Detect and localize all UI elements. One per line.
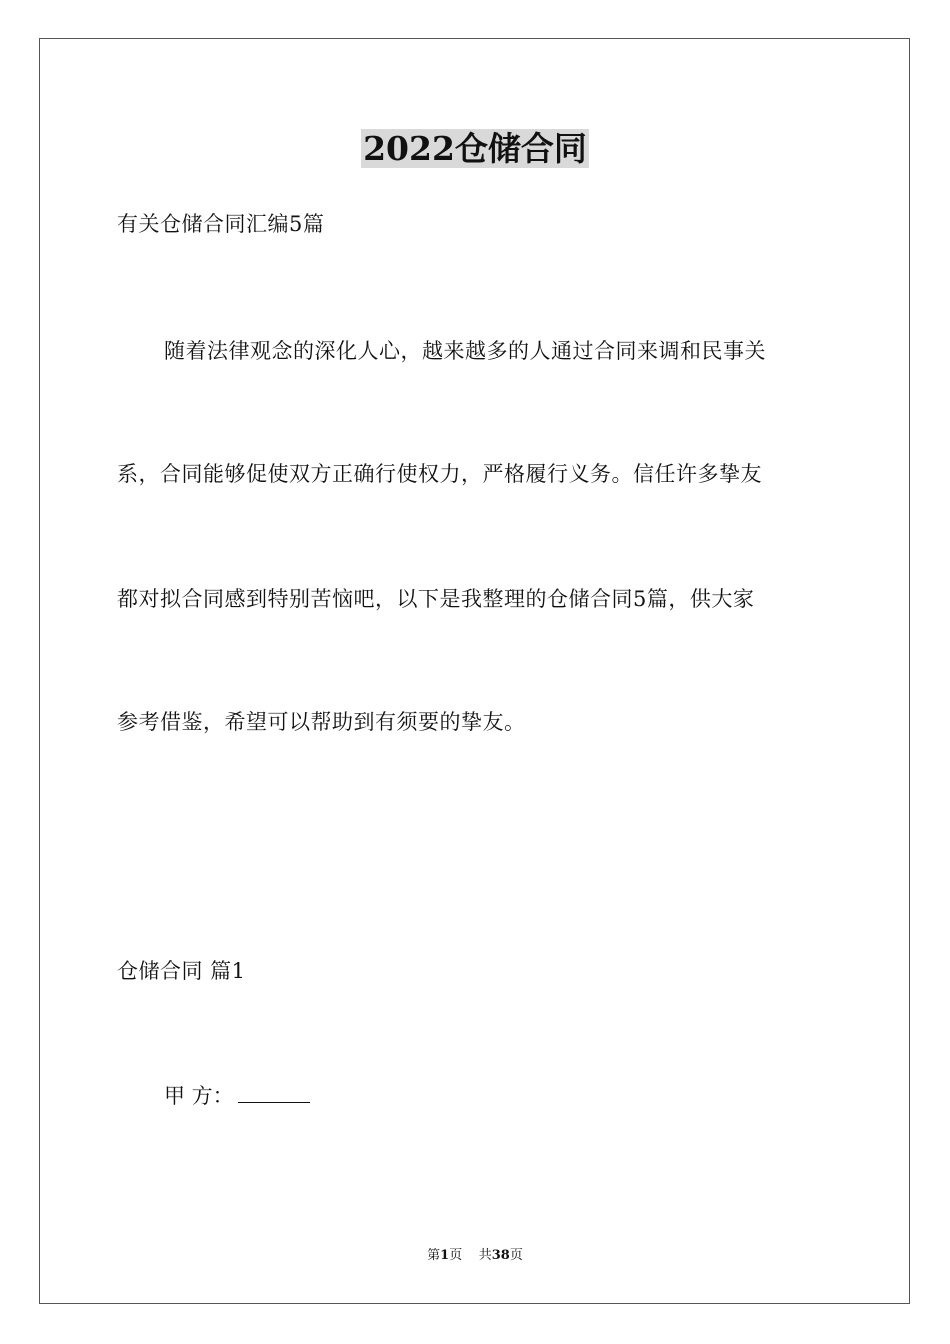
intro-line-2: 系，合同能够促使双方正确行使权力，严格履行义务。信任许多挚友 <box>117 462 762 486</box>
party-a-blank-field <box>238 1082 310 1103</box>
footer-total-prefix: 共 <box>478 1248 492 1263</box>
footer-total-suffix: 页 <box>509 1248 523 1263</box>
page-footer <box>0 1247 950 1265</box>
intro-line-1: 随着法律观念的深化人心，越来越多的人通过合同来调和民事关 <box>164 339 766 363</box>
document-title-text: 2022仓储合同 <box>363 129 587 168</box>
intro-line-3: 都对拟合同感到特别苦恼吧，以下是我整理的仓储合同5篇，供大家 <box>117 587 755 611</box>
section-heading: 仓储合同 篇1 <box>117 959 246 983</box>
footer-page-number: 1 <box>440 1248 450 1263</box>
document-title <box>0 127 950 171</box>
party-a-label: 甲 方： <box>164 1084 234 1108</box>
intro-line-4: 参考借鉴，希望可以帮助到有须要的挚友。 <box>117 710 526 734</box>
footer-page-prefix: 第 <box>427 1248 441 1263</box>
footer-page-suffix: 页 <box>449 1248 463 1263</box>
document-subtitle: 有关仓储合同汇编5篇 <box>117 212 325 236</box>
party-a-line <box>164 1081 310 1111</box>
footer-total-pages: 38 <box>491 1248 510 1263</box>
